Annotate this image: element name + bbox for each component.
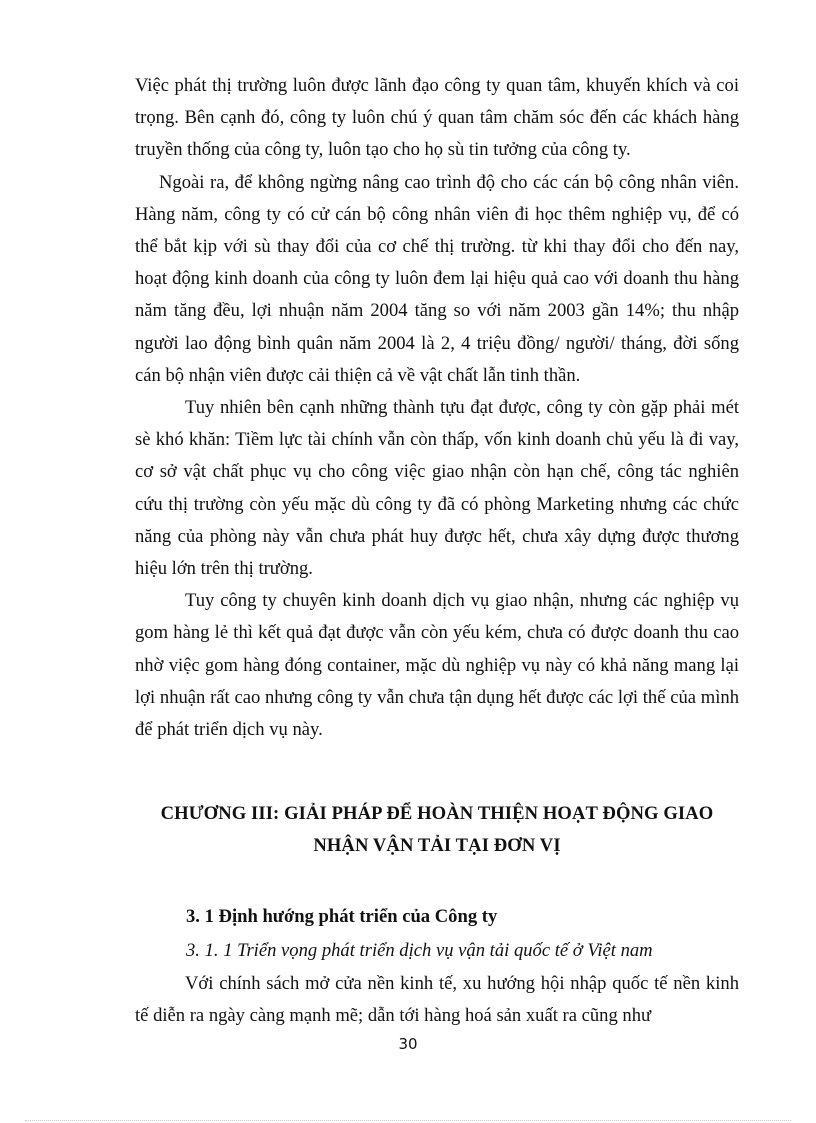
paragraph-market-development: Việc phát thị trường luôn được lãnh đạo công ty quan tâm, khuyến khích và coi trọng. Bên cạnh đó, công ty luôn chú ý quan tâm chăm sóc đến các khách hàng truyền thống của công ty, luôn tạo cho họ sù tin tưởng của công ty. [135,75,739,161]
paragraph-staff-training: Ngoài ra, để không ngừng nâng cao trình độ cho các cán bộ công nhân viên. Hàng năm, công ty có cử cán bộ công nhân viên đi học thêm nghiệp vụ, để có thể bắt kịp với sù thay đổi của cơ chế thị trường. từ khi thay đổi cho đến nay, hoạt động kinh doanh của công ty luôn đem lại hiệu quả cao với doanh thu hàng năm tăng đều, lợi nhuận năm 2004 tăng so với năm 2003 gần 14%; thu nhập người lao động bình quân năm 2004 là 2, 4 triệu đồng/ người/ tháng, đời sống cán bộ nhận viên được cải thiện cả về vật chất lẫn tinh thần. [135,171,739,386]
body-text-continued [135,968,739,1032]
section-heading: 3. 1 Định hướng phát triển của Công ty [186,906,498,927]
page-bottom-divider [25,1120,791,1121]
paragraph-consolidation: Tuy công ty chuyên kinh doanh dịch vụ giao nhận, nhưng các nghiệp vụ gom hàng lẻ thì kết quả đạt được vẫn còn yếu kém, chưa có được doanh thu cao nhờ việc gom hàng đóng container, mặc dù nghiệp vụ này có khả năng mang lại lợi nhuận rất cao nhưng công ty vẫn chưa tận dụng hết được các lợi thế của mình để phát triển dịch vụ này. [135,590,739,741]
chapter-title-line-2: NHẬN VẬN TẢI TẠI ĐƠN VỊ [313,835,561,856]
body-text [135,70,739,746]
paragraph-difficulties: Tuy nhiên bên cạnh những thành tựu đạt được, công ty còn gặp phải mét sè khó khăn: Tiềm lực tài chính vẫn còn thấp, vốn kinh doanh chủ yếu là đi vay, cơ sở vật chất phục vụ cho công việc giao nhận còn hạn chế, công tác nghiên cứu thị trường còn yếu mặc dù công ty đã có phòng Marketing nhưng các chức năng của phòng này vẫn chưa phát huy được hết, chưa xây dựng được thương hiệu lớn trên thị trường. [135,397,739,580]
chapter-title-line-1: CHƯƠNG III: GIẢI PHÁP ĐỂ HOÀN THIỆN HOẠT ĐỘNG GIAO [160,803,714,824]
chapter-title [135,798,739,862]
page-number: 30 [398,1035,418,1053]
subsection-heading: 3. 1. 1 Triển vọng phát triển dịch vụ vận tải quốc tế ở Việt nam [186,940,653,961]
paragraph-open-economy: Với chính sách mở cửa nền kinh tế, xu hướng hội nhập quốc tế nền kinh tế diễn ra ngày càng mạnh mẽ; dẫn tới hàng hoá sản xuất ra cũng như [135,973,739,1026]
